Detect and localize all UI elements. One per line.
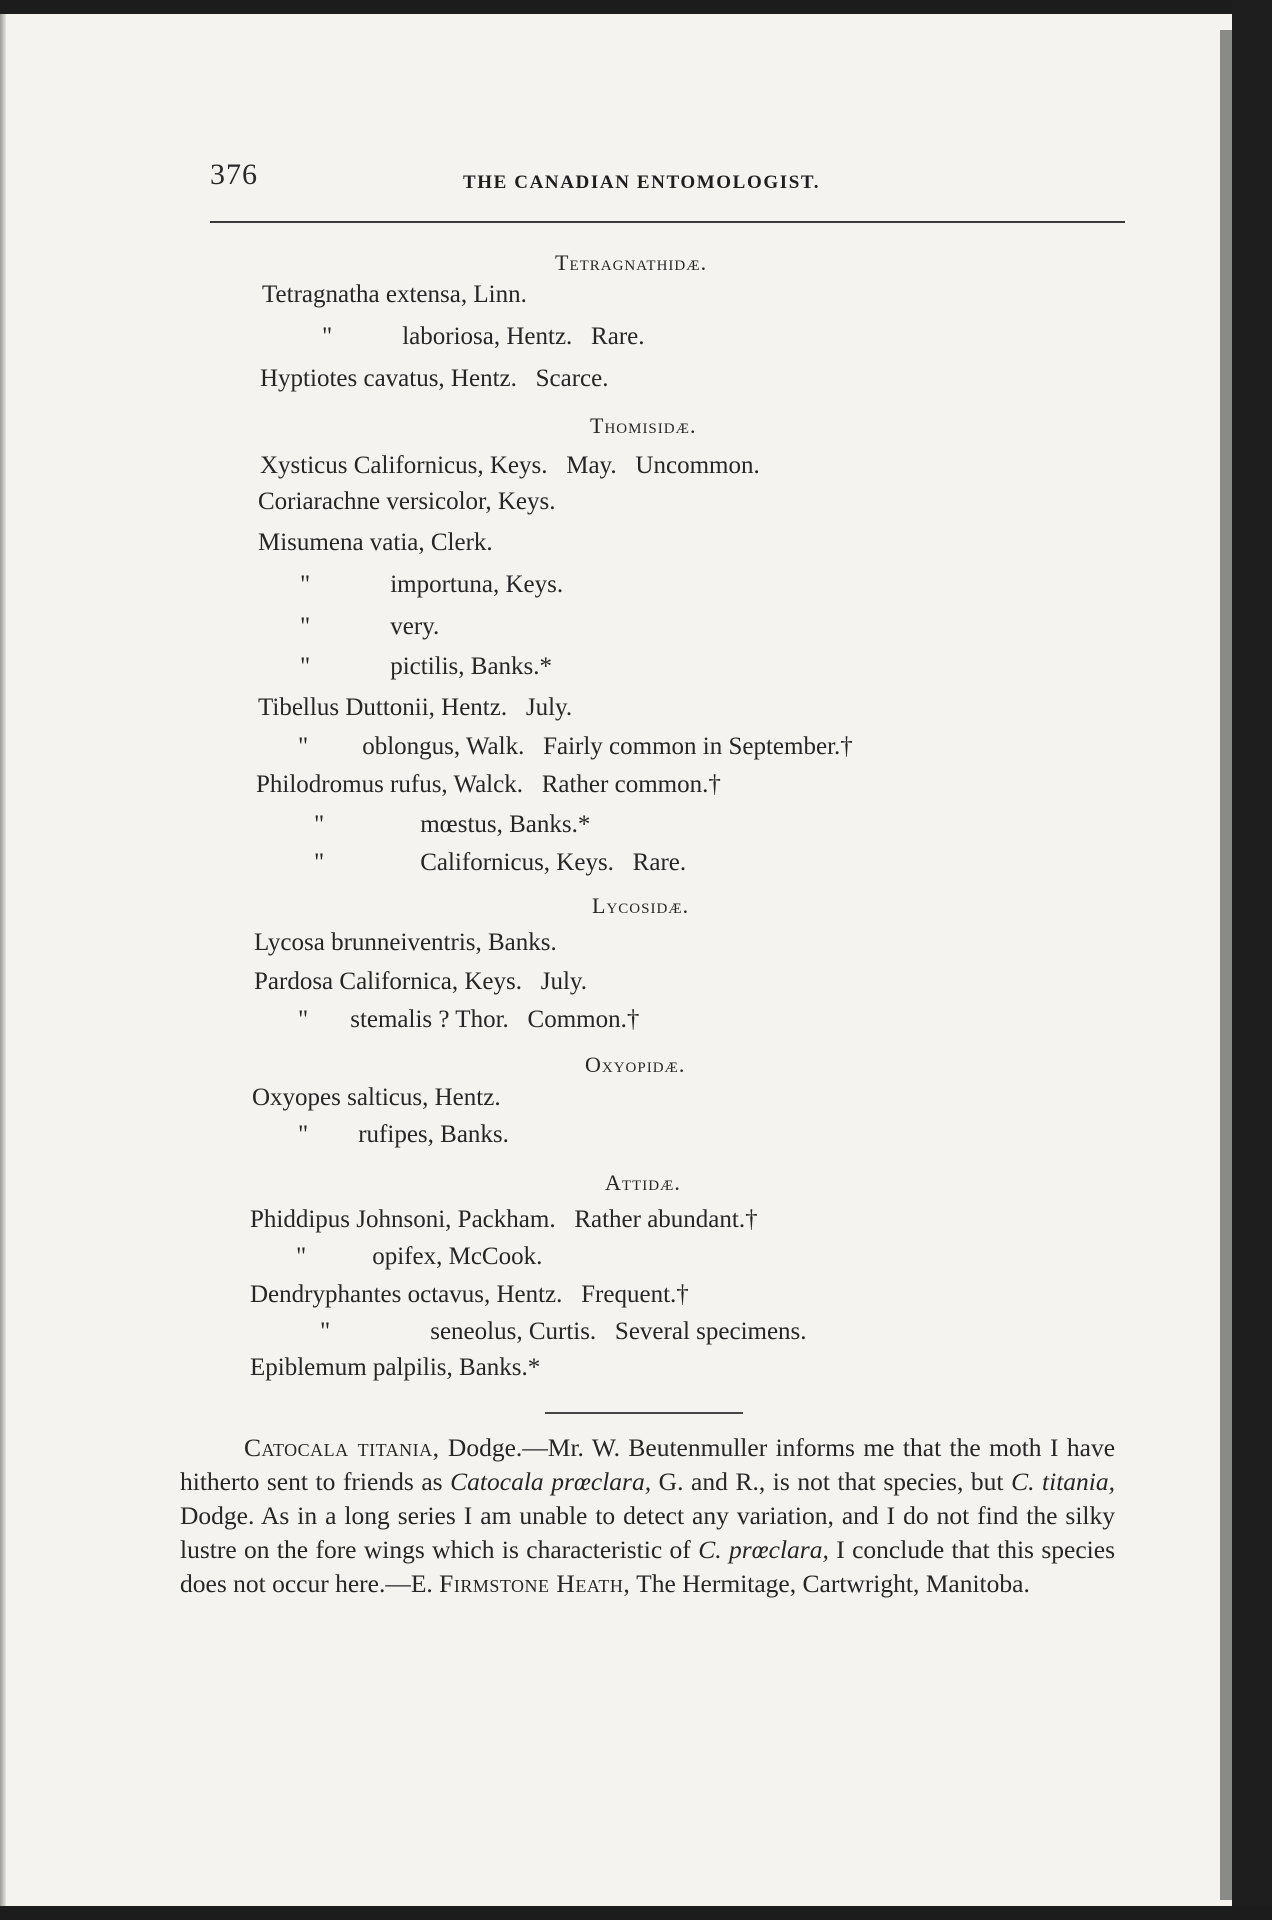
genus: Pardosa xyxy=(254,968,334,995)
genus: Epiblemum xyxy=(250,1354,367,1381)
species: vatia, Clerk. xyxy=(369,529,493,556)
species-entry xyxy=(298,1120,509,1150)
species: Johnsoni, Packham. Rather abundant.† xyxy=(356,1206,758,1233)
genus: Philodromus xyxy=(256,771,384,798)
species-entry xyxy=(320,1317,807,1347)
species-entry xyxy=(250,1205,758,1235)
ditto-mark: " xyxy=(296,1243,307,1270)
species: octavus, Hentz. Frequent.† xyxy=(407,1281,689,1308)
family-heading: Attidæ. xyxy=(605,1170,681,1195)
ditto-mark: " xyxy=(298,733,309,760)
book-page xyxy=(0,14,1232,1906)
note-heading: Catocala titania, xyxy=(244,1433,440,1462)
species-entry xyxy=(258,528,493,558)
species: Californica, Keys. July. xyxy=(339,968,588,995)
ditto-mark: " xyxy=(314,811,325,838)
scan-border-bottom xyxy=(0,1906,1272,1920)
species-entry xyxy=(258,693,572,723)
species-entry xyxy=(256,770,721,800)
header-rule xyxy=(210,221,1125,223)
species: salticus, Hentz. xyxy=(347,1084,501,1111)
running-title: THE CANADIAN ENTOMOLOGIST. xyxy=(463,172,821,193)
species-entry xyxy=(262,280,527,310)
species-entry xyxy=(314,848,686,878)
species-entry xyxy=(252,1083,501,1113)
genus: Tibellus xyxy=(258,694,340,721)
family-heading: Tetragnathidæ. xyxy=(555,250,708,275)
species: Duttonii, Hentz. July. xyxy=(345,694,573,721)
ditto-mark: " xyxy=(298,1006,309,1033)
species-entry xyxy=(254,967,587,997)
species: opifex, McCook. xyxy=(372,1243,543,1270)
species-entry xyxy=(300,570,563,600)
species: Californicus, Keys. May. Uncommon. xyxy=(353,452,760,479)
species-entry xyxy=(254,928,557,958)
scan-border-top xyxy=(0,0,1272,14)
genus: Hyptiotes xyxy=(260,365,358,392)
species: Californicus, Keys. Rare. xyxy=(420,849,687,876)
species-entry xyxy=(258,487,556,517)
species: rufipes, Banks. xyxy=(358,1121,509,1148)
species: cavatus, Hentz. Scarce. xyxy=(363,365,609,392)
ditto-mark: " xyxy=(300,653,311,680)
species: importuna, Keys. xyxy=(390,571,564,598)
ditto-mark: " xyxy=(300,613,311,640)
species-entry xyxy=(300,612,439,642)
genus: Lycosa xyxy=(254,929,325,956)
genus: Tetragnatha xyxy=(262,281,380,308)
species: stemalis ? Thor. Common.† xyxy=(350,1006,640,1033)
species: laboriosa, Hentz. Rare. xyxy=(402,323,645,350)
species-entry xyxy=(260,451,760,481)
genus: Oxyopes xyxy=(252,1084,341,1111)
genus: Dendryphantes xyxy=(250,1281,402,1308)
species-entry xyxy=(298,732,853,762)
species-entry xyxy=(250,1353,540,1383)
family-heading: Thomisidæ. xyxy=(590,413,697,438)
species: extensa, Linn. xyxy=(385,281,527,308)
note-author: Firmstone Heath, xyxy=(439,1569,631,1598)
ditto-mark: " xyxy=(314,849,325,876)
ditto-mark: " xyxy=(320,1318,331,1345)
scan-edge-left xyxy=(0,14,6,1906)
ditto-mark: " xyxy=(298,1121,309,1148)
species: mœstus, Banks.* xyxy=(420,811,591,838)
note-paragraph: Catocala titania, Dodge.—Mr. W. Beutenmuller informs me that the moth I have hitherto sent to friends as Catocala prœclara, G. and R., is not that species, but C. titania, Dodge. As in a long series I am unable to detect any variation, and I do not find the silky lustre on the fore wings which is characteristic of C. prœclara, I conclude that this species does not occur here.—E. Firmstone Heath, The Hermitage, Cartwright, Manitoba. xyxy=(180,1433,1116,1598)
genus: Xysticus xyxy=(260,452,348,479)
species: very. xyxy=(390,613,440,640)
species-entry xyxy=(296,1242,542,1272)
species: seneolus, Curtis. Several specimens. xyxy=(430,1318,807,1345)
genus: Misumena xyxy=(258,529,364,556)
ditto-mark: " xyxy=(322,323,333,350)
species-entry xyxy=(300,652,552,682)
species: pictilis, Banks.* xyxy=(390,653,553,680)
species: brunneiventris, Banks. xyxy=(331,929,557,956)
scan-border-right xyxy=(1232,0,1272,1920)
section-divider xyxy=(545,1412,743,1414)
species-entry xyxy=(250,1280,689,1310)
family-heading: Lycosidæ. xyxy=(592,893,690,918)
page-number: 376 xyxy=(210,158,258,191)
ditto-mark: " xyxy=(300,571,311,598)
species: palpilis, Banks.* xyxy=(372,1354,541,1381)
genus: Phiddipus xyxy=(250,1206,351,1233)
species-entry xyxy=(322,322,645,352)
species-entry xyxy=(314,810,590,840)
genus: Coriarachne xyxy=(258,488,381,515)
species: versicolor, Keys. xyxy=(386,488,556,515)
species: oblongus, Walk. Fairly common in September.† xyxy=(362,733,853,760)
species-entry xyxy=(260,364,609,394)
family-heading: Oxyopidæ. xyxy=(585,1052,686,1077)
species-entry xyxy=(298,1005,639,1035)
species: rufus, Walck. Rather common.† xyxy=(390,771,721,798)
